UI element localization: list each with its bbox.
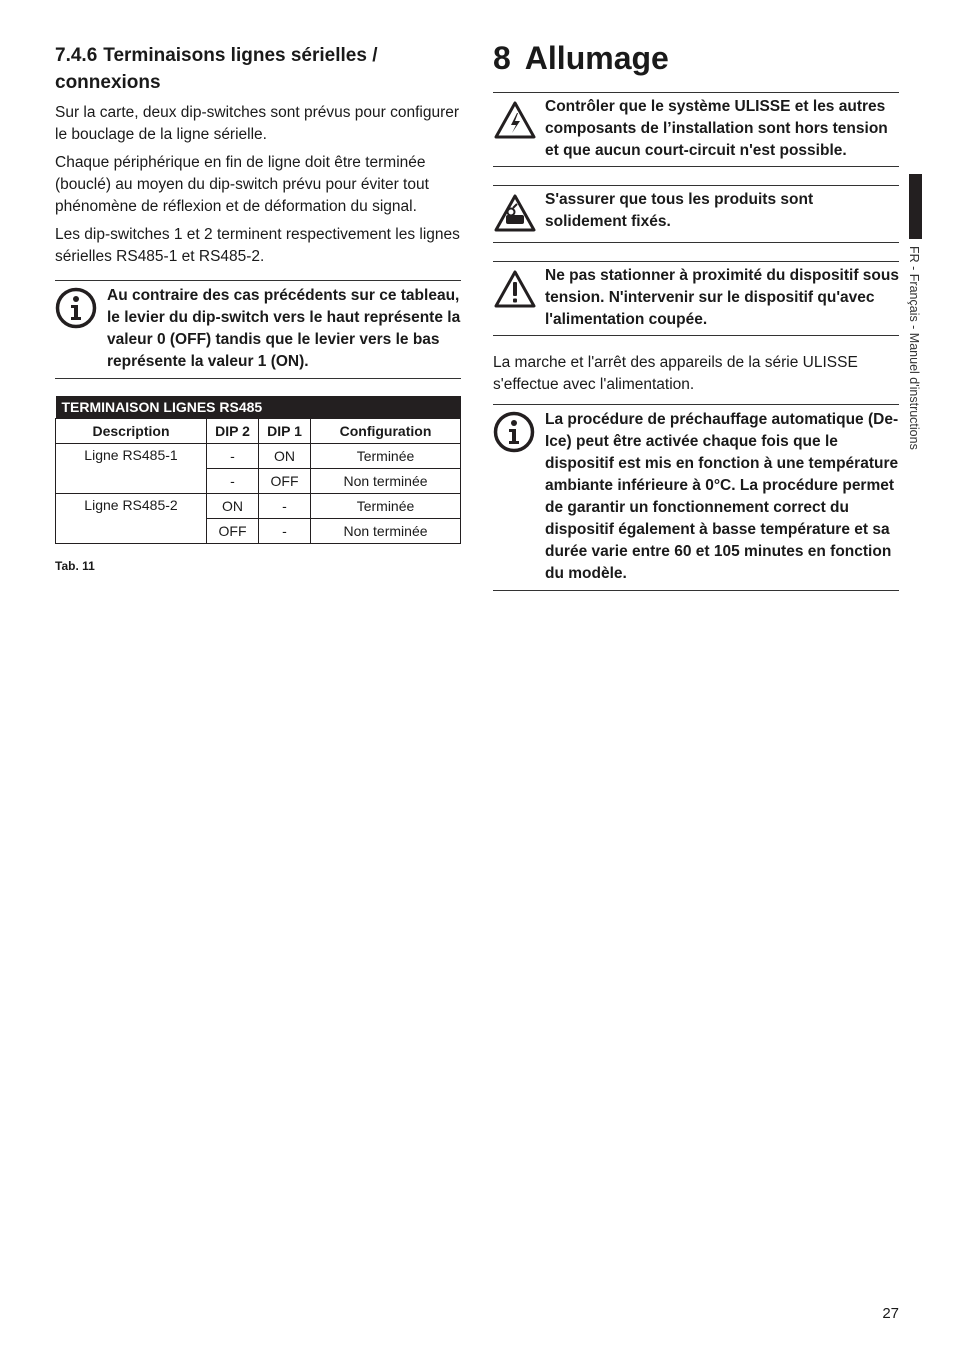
cell-dip1: OFF <box>259 469 311 494</box>
info-note <box>493 404 899 591</box>
paragraph: La marche et l'arrêt des appareils de la série ULISSE s'effectue avec l'alimentation. <box>493 354 858 393</box>
cell-config: Terminée <box>311 494 461 519</box>
table-title: TERMINAISON LIGNES RS485 <box>56 396 461 419</box>
cell-description: Ligne RS485-1 <box>56 444 207 494</box>
left-column <box>55 42 461 573</box>
info-note <box>55 280 461 379</box>
cell-description: Ligne RS485-2 <box>56 494 207 544</box>
cell-dip1: - <box>259 519 311 544</box>
section-title: Terminaisons lignes sérielles / connexions <box>55 45 378 93</box>
electric-hazard-icon <box>493 96 545 162</box>
right-column <box>493 38 899 591</box>
table-row <box>56 494 461 519</box>
column-header: Configuration <box>311 419 461 444</box>
warning-box <box>493 185 899 243</box>
cell-config: Terminée <box>311 444 461 469</box>
cell-dip2: - <box>207 444 259 469</box>
cell-dip2: - <box>207 469 259 494</box>
chapter-heading <box>493 38 899 78</box>
column-header: Description <box>56 419 207 444</box>
section-heading <box>55 42 461 96</box>
info-note-text: La procédure de préchauffage automatique (De-Ice) peut être activée chaque fois que le dispositif est mis en fonction à une température ambiante inférieure à 0°C. La procédure permet de garantir un fonctionnement correct du dispositif également à basse température et sa durée varie entre 60 et 105 minutes en fonction du modèle. <box>545 411 899 582</box>
info-icon <box>493 409 545 585</box>
column-header: DIP 2 <box>207 419 259 444</box>
section-number: 7.4.6 <box>55 45 98 66</box>
warning-text: Ne pas stationner à proximité du dispositif sous tension. N'intervenir sur le dispositif qu'avec l'alimentation coupée. <box>545 267 899 328</box>
table-row <box>56 444 461 469</box>
cell-dip1: ON <box>259 444 311 469</box>
warning-box <box>493 92 899 167</box>
column-header: DIP 1 <box>259 419 311 444</box>
page-number: 27 <box>882 1305 899 1322</box>
sidebar-tab-marker <box>909 174 922 239</box>
general-warning-icon <box>493 265 545 331</box>
cell-dip2: OFF <box>207 519 259 544</box>
warning-text: Contrôler que le système ULISSE et les autres composants de l’installation sont hors tension et que aucun court-circuit n'est possible. <box>545 98 888 159</box>
info-note-text: Au contraire des cas précédents sur ce tableau, le levier du dip-switch vers le haut représente la valeur 0 (OFF) tandis que le levier vers le bas représente la valeur 1 (ON). <box>107 287 461 370</box>
termination-table <box>55 396 461 544</box>
warning-text: S'assurer que tous les produits sont solidement fixés. <box>545 191 814 230</box>
paragraph: Les dip-switches 1 et 2 terminent respectivement les lignes sérielles RS485-1 et RS485-2. <box>55 226 460 265</box>
table-header-row <box>56 419 461 444</box>
table-caption: Tab. 11 <box>55 559 95 573</box>
cell-dip2: ON <box>207 494 259 519</box>
paragraph: Sur la carte, deux dip-switches sont prévus pour configurer le bouclage de la ligne sérielle. <box>55 104 460 143</box>
chapter-number: 8 <box>493 40 511 76</box>
info-icon <box>55 285 107 373</box>
paragraph: Chaque périphérique en fin de ligne doit être terminée (bouclé) au moyen du dip-switch prévu pour éviter tout phénomène de réflexion et de déformation du signal. <box>55 154 429 215</box>
cell-config: Non terminée <box>311 469 461 494</box>
cell-config: Non terminée <box>311 519 461 544</box>
sidebar-label: FR - Français - Manuel d'instructions <box>907 246 921 450</box>
chapter-title: Allumage <box>524 40 669 76</box>
warning-box <box>493 261 899 336</box>
cell-dip1: - <box>259 494 311 519</box>
crush-hazard-icon <box>493 189 545 238</box>
